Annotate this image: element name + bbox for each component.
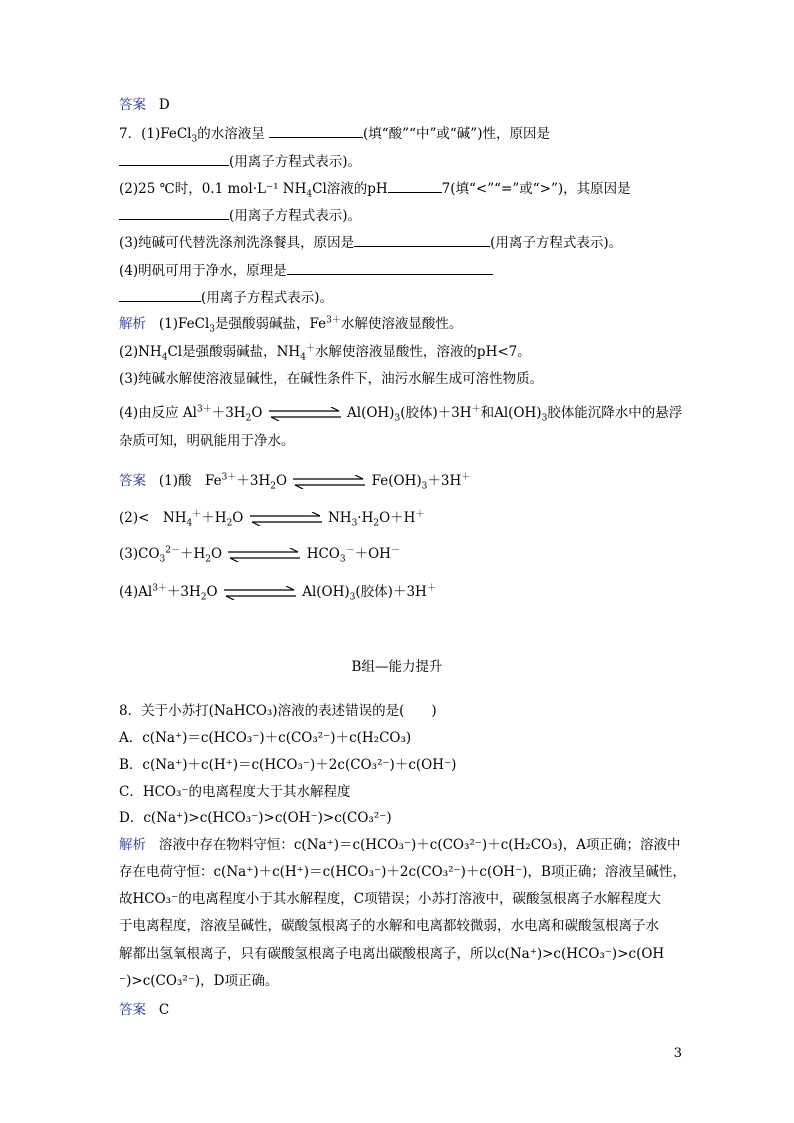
q6-answer: D (158, 97, 170, 113)
q8-analysis-2: 存在电荷守恒：c(Na⁺)＋c(H⁺)＝c(HCO₃⁻)＋2c(CO₃²⁻)＋c(OH⁻)，B项正确；溶液呈碱性， (119, 864, 686, 880)
q8-option-a: A．c(Na⁺)＝c(HCO₃⁻)＋c(CO₃²⁻)＋c(H₂CO₃) (119, 730, 412, 746)
analysis-text: 是强酸弱碱盐，Fe (215, 316, 327, 332)
equilibrium-arrow-icon (250, 512, 322, 526)
answer-text: ＋3H (427, 473, 462, 489)
q8-analysis-5: 解都出氢氧根离子，只有碳酸氢根离子电离出碳酸根离子，所以c(Na⁺)>c(HCO₃⁻)>c(OH (119, 946, 665, 962)
q7-analysis-2: $(2)NH_4Cl$是强酸弱碱盐，$NH_4^+$水解使溶液显酸性，溶液的pH<7。 (119, 343, 531, 363)
answer-text: (3)CO (119, 546, 160, 562)
answer-blank (269, 124, 363, 138)
q7-line-5 (119, 233, 622, 252)
q8-answer: C (158, 1002, 170, 1018)
section-title: B组—能力提升 (351, 659, 443, 675)
q7-text: (用离子方程式表示)。 (490, 235, 623, 251)
answer-text: Fe(OH) (371, 473, 422, 489)
answer-blank (119, 152, 229, 166)
analysis-text: (2)NH (119, 344, 162, 360)
q6-answer-line (119, 96, 170, 114)
q8-analysis-1 (119, 836, 681, 854)
answer-text: O (232, 510, 244, 526)
analysis-label: 解析 (119, 837, 146, 853)
analysis-text: Cl是强酸弱碱盐，NH (167, 344, 301, 360)
q7-answer-3: $(3)CO_3^{2-}+H_2O$ $HCO_3^-+OH^-$ (119, 545, 400, 565)
answer-blank (354, 233, 490, 247)
answer-blank (287, 261, 493, 275)
analysis-text: 溶液中存在物料守恒：c(Na⁺)＝c(HCO₃⁻)＋c(CO₃²⁻)＋c(H₂CO₃)，A项正确；溶液中 (158, 837, 681, 853)
answer-text: ＋3H (236, 473, 271, 489)
q7-answer-4: $(4)Al^{3+}+3H_2O$ $Al(OH)_3$(胶体)＋3H＋ (119, 583, 436, 603)
q7-line-6 (119, 261, 493, 280)
q8-option-c: C．HCO₃⁻的电离程度大于其水解程度 (119, 784, 351, 800)
answer-text: ＋H (180, 546, 206, 562)
page-number: 3 (673, 1046, 682, 1061)
answer-text: (4)Al (119, 584, 153, 600)
q7-text: Cl溶液的pH (312, 181, 388, 197)
q7-answer-2: (2)< $NH_4^++H_2O$ $NH_3\cdot H_2O+H^+$ (119, 509, 425, 529)
equilibrium-arrow-icon (228, 548, 300, 562)
answer-label: 答案 (119, 97, 146, 113)
q7-text: (3)纯碱可代替洗涤剂洗涤餐具，原因是 (119, 235, 355, 251)
q7-answer-1: 答案 (1)酸 $Fe^{3+}+3H_2O$ $Fe(OH)_3+3H^+$ (119, 472, 471, 492)
q7-line-2 (119, 152, 361, 171)
answer-text: ＋OH (354, 546, 391, 562)
analysis-text: (胶体)＋3H (400, 405, 472, 421)
equilibrium-arrow-icon (269, 407, 341, 421)
analysis-text: 水解使溶液显酸性，溶液的pH<7。 (314, 344, 531, 360)
analysis-text: (1)FeCl (158, 316, 210, 332)
q7-text: 7(填“<”“=”或“>”)，其原因是 (441, 181, 631, 197)
answer-text: (2)< NH (119, 510, 187, 526)
q8-option-d: D．c(Na⁺)>c(HCO₃⁻)>c(OH⁻)>c(CO₃²⁻) (119, 810, 392, 826)
q7-line-1: 7．(1)FeCl$_3$的水溶液呈 (填“酸”“中”或“碱”)性，原因是 (119, 126, 550, 145)
answer-blank (119, 206, 229, 220)
answer-text: Al(OH) (302, 584, 350, 600)
q7-text: 的水溶液呈 (197, 126, 265, 142)
answer-text: (胶体)＋3H (355, 584, 427, 600)
answer-text: ＋3H (166, 584, 201, 600)
answer-text: O＋H (379, 510, 416, 526)
analysis-label: 解析 (119, 316, 146, 332)
analysis-text: ＋3H (211, 405, 246, 421)
q7-text: (填“酸”“中”或“碱”)性，原因是 (363, 126, 550, 142)
answer-text: NH (327, 510, 352, 526)
answer-text: ·H (357, 510, 374, 526)
q8-analysis-6: ⁻)>c(CO₃²⁻)，D项正确。 (119, 973, 279, 989)
analysis-text: Al(OH) (347, 405, 395, 421)
answer-text: ＋H (201, 510, 227, 526)
q8-stem: 8．关于小苏打(NaHCO₃)溶液的表述错误的是( ) (119, 703, 437, 719)
q7-analysis-1: 解析 (1)FeCl$_3$是强酸弱碱盐，$Fe^{3+}$水解使溶液显酸性。 (119, 315, 463, 335)
equilibrium-arrow-icon (293, 475, 365, 489)
answer-text: O (275, 473, 288, 489)
q7-line-3: (2)25 ℃时，0.1 mol·L⁻¹ $NH_4Cl$溶液的pH 7(填“<”“=”或“>”)，其原因是 (119, 181, 631, 200)
answer-label: 答案 (119, 473, 146, 489)
q7-analysis-3: (3)纯碱水解使溶液显碱性，在碱性条件下，油污水解生成可溶性物质。 (119, 371, 544, 387)
q8-analysis-4: 于电离程度，溶液呈碱性，碳酸氢根离子的水解和电离都较微弱，水电离和碳酸氢根离子水 (119, 918, 659, 934)
q8-option-b: B．c(Na⁺)＋c(H⁺)＝c(HCO₃⁻)＋2c(CO₃²⁻)＋c(OH⁻) (119, 757, 457, 773)
q7-text: (用离子方程式表示)。 (229, 154, 362, 170)
q7-text: (4)明矾可用于净水，原理是 (119, 263, 287, 279)
q7-text: 7．(1)FeCl (119, 126, 192, 142)
answer-blank (119, 288, 201, 302)
answer-text: O (206, 584, 218, 600)
q7-analysis-4: (4)由反应 $Al^{3+}+3H_2O$ $Al(OH)_3$(胶体)＋3H＋和$Al(OH)_3$胶体能沉降水中的悬浮 (119, 404, 683, 424)
q7-analysis-5: 杂质可知，明矾能用于净水。 (119, 433, 295, 449)
q8-answer-line (119, 1001, 169, 1019)
answer-label: 答案 (119, 1002, 146, 1018)
analysis-text: 和Al(OH) (480, 405, 542, 421)
analysis-text: (4)由反应 Al (119, 405, 197, 421)
q7-text: (用离子方程式表示)。 (229, 208, 362, 224)
analysis-text: 水解使溶液显酸性。 (340, 316, 463, 332)
q7-text: (用离子方程式表示)。 (201, 290, 334, 306)
analysis-text: 胶体能沉降水中的悬浮 (547, 405, 683, 421)
answer-text: O (211, 546, 223, 562)
answer-text: HCO (306, 546, 340, 562)
analysis-text: O (251, 405, 263, 421)
q7-line-4 (119, 206, 361, 225)
answer-text: (1)酸 Fe (158, 473, 222, 489)
q7-text: (2)25 ℃时，0.1 mol·L⁻¹ NH (119, 181, 307, 197)
equilibrium-arrow-icon (224, 586, 296, 600)
q7-line-7 (119, 288, 333, 307)
answer-blank (388, 179, 442, 193)
q8-analysis-3: 故HCO₃⁻的电离程度小于其水解程度，C项错误；小苏打溶液中，碳酸氢根离子水解程度大 (119, 891, 662, 907)
